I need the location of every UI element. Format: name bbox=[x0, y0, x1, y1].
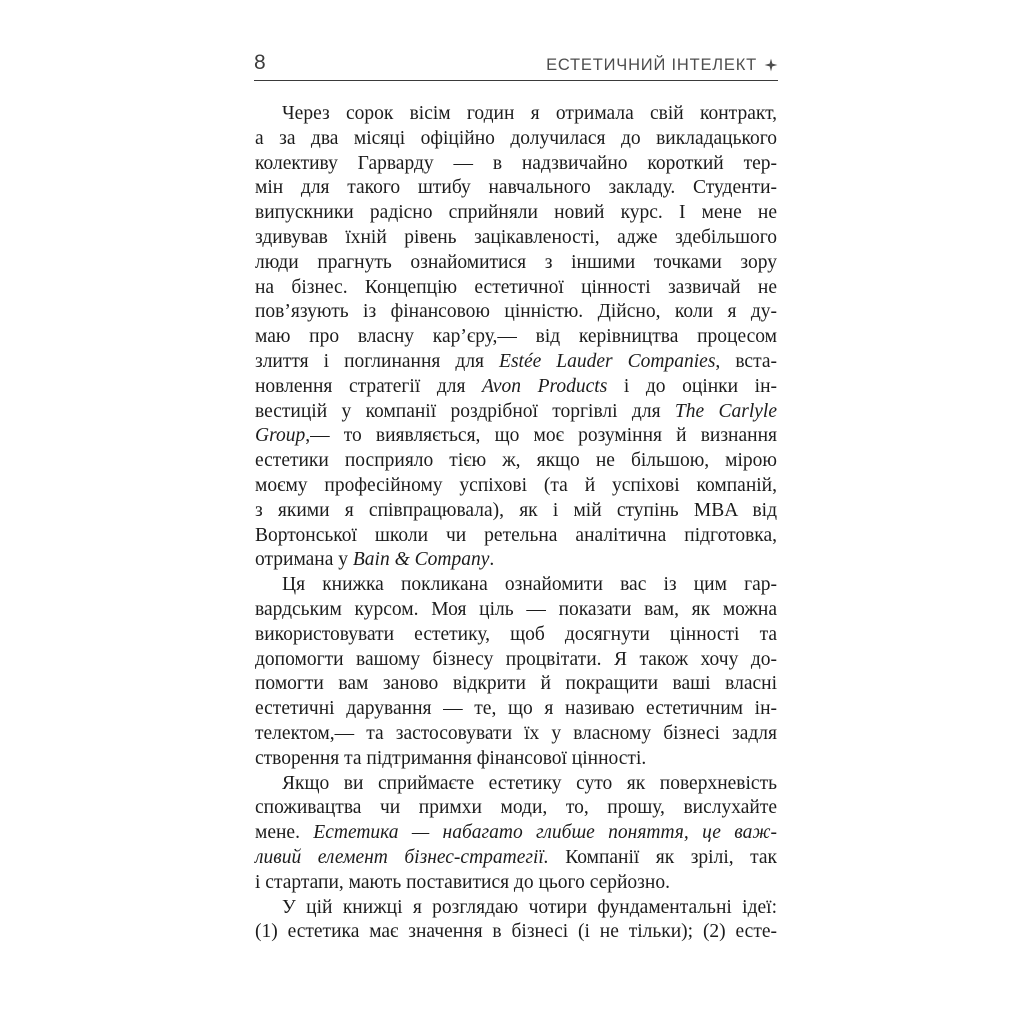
text-line: (1) естетика має значення в бізнесі (і не тільки); (2) есте- bbox=[255, 921, 777, 943]
text-line: люди прагнуть ознайомитися з іншими точками зору bbox=[255, 251, 777, 273]
text-line: споживацтва чи примхи моди, то, прошу, вислухайте bbox=[255, 797, 777, 819]
text-line: Вортонської школи чи ретельна аналітична підготовка, bbox=[255, 524, 777, 546]
text-line: маю про власну кар’єру,— від керівництва процесом bbox=[255, 326, 777, 348]
running-head-text: ЕСТЕТИЧНИЙ ІНТЕЛЕКТ bbox=[546, 55, 757, 74]
text-line: використовувати естетику, щоб досягнути цінності та bbox=[255, 623, 777, 645]
text-line: Через сорок вісім годин я отримала свій контракт, bbox=[282, 103, 777, 124]
text-line: вардським курсом. Моя ціль — показати вам, як можна bbox=[255, 598, 777, 620]
text-line: естетики посприяло тією ж, якщо не більшою, мірою bbox=[255, 450, 777, 472]
text-line: Ця книжка покликана ознайомити вас із цим гар- bbox=[282, 574, 777, 596]
text-line: вестицій у компанії роздрібної торгівлі для The Carlyle bbox=[255, 400, 777, 422]
text-line: новлення стратегії для Avon Products і до оцінки ін- bbox=[255, 375, 778, 397]
text-line: злиття і поглинання для Estée Lauder Companies, вста- bbox=[255, 350, 777, 372]
body-text bbox=[255, 102, 777, 945]
text-line: моєму професійному успіхові (та й успіхові компаній, bbox=[255, 474, 777, 496]
text-line: мін для такого штибу навчального закладу. Студенти- bbox=[255, 177, 777, 199]
text-line: Якщо ви сприймаєте естетику суто як поверхневість bbox=[282, 772, 777, 794]
page-number: 8 bbox=[254, 51, 266, 74]
text-line: випускники радісно сприйняли новий курс. І мене не bbox=[255, 202, 777, 224]
four-pointed-star-icon bbox=[764, 58, 778, 72]
text-line: Group,— то виявляється, що моє розуміння й визнання bbox=[255, 425, 777, 447]
text-line: здивував їхній рівень зацікавленості, адже здебільшого bbox=[255, 226, 777, 248]
text-line: створення та підтримання фінансової цінності. bbox=[255, 747, 647, 769]
text-line: телектом,— та застосовувати їх у власному бізнесі задля bbox=[255, 722, 777, 744]
text-line: і стартапи, мають поставитися до цього серйозно. bbox=[255, 871, 670, 893]
text-line: ливий елемент бізнес-стратегії. Компанії як зрілі, так bbox=[255, 846, 777, 868]
text-line: помогти вам заново відкрити й покращити ваші власні bbox=[255, 673, 777, 695]
text-line: на бізнес. Концепцію естетичної цінності зазвичай не bbox=[255, 276, 777, 298]
text-line: отримана у Bain & Company. bbox=[255, 549, 495, 571]
running-title bbox=[546, 57, 778, 74]
text-line: У цій книжці я розглядаю чотири фундаментальні ідеї: bbox=[282, 896, 777, 918]
text-line: пов’язують із фінансовою цінністю. Дійсно, коли я ду- bbox=[255, 301, 777, 323]
text-line: естетичні дарування — те, що я називаю естетичним ін- bbox=[255, 698, 777, 720]
running-header bbox=[254, 52, 778, 73]
text-line: з якими я співпрацювала), як і мій ступінь MBA від bbox=[255, 499, 777, 521]
text-line: колективу Гарварду — в надзвичайно короткий тер- bbox=[255, 152, 777, 174]
header-rule bbox=[254, 80, 778, 81]
text-line: а за два місяці офіційно долучилася до викладацького bbox=[255, 127, 777, 149]
text-line: допомогти вашому бізнесу процвітати. Я також хочу до- bbox=[255, 648, 777, 670]
text-line: мене. Естетика — набагато глибше поняття, це важ- bbox=[255, 822, 777, 844]
